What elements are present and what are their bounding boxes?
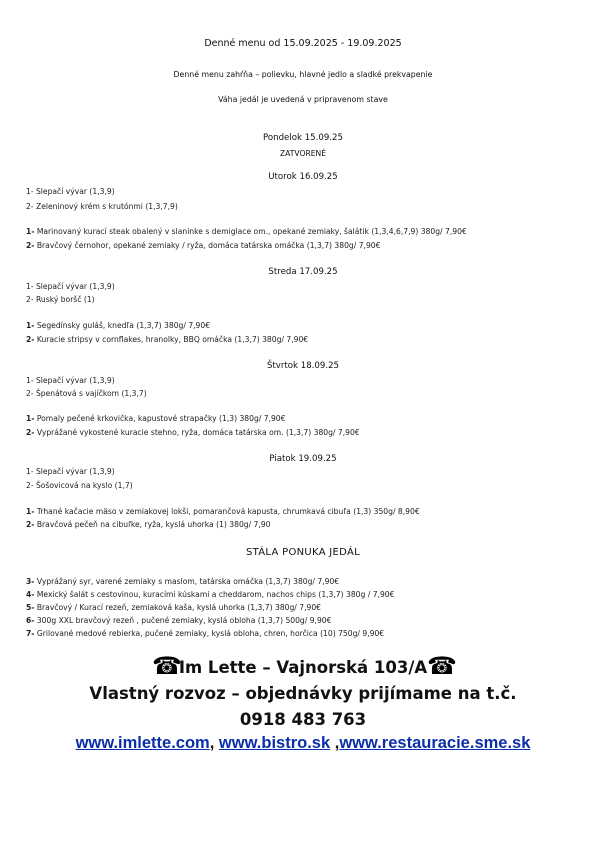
item-number: 3- (26, 577, 35, 586)
day-title-wednesday: Streda 17.09.25 (268, 267, 338, 277)
link-imlette[interactable]: www.imlette.com (75, 734, 210, 752)
telephone-icon: ☎ (152, 652, 182, 680)
item-text: Pomaly pečené krkovička, kapustové strapačky (1,3) 380g/ 7,90€ (34, 414, 286, 423)
item-text: Bravčový černohor, opekané zemiaky / ryža, domáca tatárska omáčka (1,3,7) 380g/ 7,90€ (34, 241, 381, 250)
permanent-item-7 (26, 629, 384, 638)
delivery-note: Vlastný rozvoz – objednávky prijímame na t.č. (89, 684, 517, 703)
item-text: Trhané kačacie mäso v zemiakovej lokši, pomarančová kapusta, chrumkavá cibuľa (1,3) 350g/ 8,90€ (34, 507, 420, 516)
permanent-item-4 (26, 590, 394, 599)
permanent-item-6 (26, 616, 331, 625)
item-number: 2- (26, 335, 35, 344)
item-text: Vyprážaný syr, varené zemiaky s maslom, tatárska omáčka (1,3,7) 380g/ 7,90€ (34, 577, 340, 586)
link-separator: , (330, 734, 340, 752)
item-number: 4- (26, 590, 35, 599)
thursday-main-2 (26, 428, 360, 437)
item-number: 1- (26, 227, 35, 236)
item-number: 2- (26, 520, 35, 529)
permanent-offer-title: STÁLA PONUKA JEDÁL (245, 547, 361, 558)
item-number: 2- (26, 428, 35, 437)
item-number: 5- (26, 603, 35, 612)
thursday-soup-2: 2- Špenátová s vajíčkom (1,3,7) (26, 389, 147, 398)
menu-includes-note: Denné menu zahŕňa – polievku, hlavné jedlo a sladké prekvapenie (173, 70, 433, 79)
item-text: Marinovaný kurací steak obalený v slaninke s demiglace om., opekané zemiaky, šalátik (1,3,4,6,7,9) 380g/ 7,90€ (34, 227, 467, 236)
item-text: Bravčová pečeň na cibuľke, ryža, kyslá uhorka (1) 380g/ 7,90 (34, 520, 271, 529)
tuesday-soup-1: 1- Slepačí vývar (1,3,9) (26, 187, 115, 196)
wednesday-main-1 (26, 321, 210, 330)
tuesday-soup-2: 2- Zeleninový krém s krutónmi (1,3,7,9) (26, 202, 178, 211)
link-separator: , (209, 734, 219, 752)
item-number: 6- (26, 616, 35, 625)
item-text: Vyprážané vykostené kuracie stehno, ryža, domáca tatárska om. (1,3,7) 380g/ 7,90€ (34, 428, 360, 437)
tuesday-main-2 (26, 241, 380, 250)
telephone-icon: ☎ (427, 652, 457, 680)
wednesday-soup-1: 1- Slepačí vývar (1,3,9) (26, 282, 115, 291)
menu-title: Denné menu od 15.09.2025 - 19.09.2025 (204, 38, 402, 49)
item-number: 1- (26, 507, 35, 516)
item-number: 1- (26, 321, 35, 330)
day-title-friday: Piatok 19.09.25 (269, 454, 337, 464)
phone-number: 0918 483 763 (239, 710, 367, 729)
wednesday-main-2 (26, 335, 308, 344)
link-restauracie[interactable]: www.restauracie.sme.sk (339, 734, 531, 752)
restaurant-name-address: Im Lette – Vajnorská 103/A (178, 658, 428, 677)
link-bistro[interactable]: www.bistro.sk (218, 734, 331, 752)
tuesday-main-1 (26, 227, 467, 236)
item-text: Segedínsky guláš, knedľa (1,3,7) 380g/ 7,90€ (34, 321, 211, 330)
friday-soup-1: 1- Slepačí vývar (1,3,9) (26, 467, 115, 476)
item-text: Mexický šalát s cestovinou, kuracími kúskami a cheddarom, nachos chips (1,3,7) 380g / 7,90€ (34, 590, 395, 599)
item-text: 300g XXL bravčový rezeň , pučené zemiaky, kyslá obloha (1,3,7) 500g/ 9,90€ (34, 616, 332, 625)
item-text: Grilované medové rebierka, pučené zemiaky, kyslá obloha, chren, horčica (10) 750g/ 9,90€ (34, 629, 385, 638)
item-text: Bravčový / Kurací rezeň, zemiaková kaša, kyslá uhorka (1,3,7) 380g/ 7,90€ (34, 603, 322, 612)
day-title-thursday: Štvrtok 18.09.25 (266, 361, 340, 371)
item-number: 1- (26, 414, 35, 423)
day-title-monday: Pondelok 15.09.25 (263, 133, 343, 143)
friday-main-2 (26, 520, 270, 529)
thursday-main-1 (26, 414, 285, 423)
permanent-item-3 (26, 577, 339, 586)
day-title-tuesday: Utorok 16.09.25 (268, 172, 338, 182)
monday-closed: ZATVORENÉ (279, 149, 327, 158)
thursday-soup-1: 1- Slepačí vývar (1,3,9) (26, 376, 115, 385)
item-text: Kuracie stripsy v cornflakes, hranolky, BBQ omáčka (1,3,7) 380g/ 7,90€ (34, 335, 309, 344)
item-number: 2- (26, 241, 35, 250)
friday-soup-2: 2- Šošovicová na kyslo (1,7) (26, 481, 133, 490)
friday-main-1 (26, 507, 420, 516)
weight-note: Váha jedál je uvedená v pripravenom stave (218, 95, 388, 104)
item-number: 7- (26, 629, 35, 638)
website-links (0, 734, 606, 753)
wednesday-soup-2: 2- Ruský boršč (1) (26, 295, 95, 304)
permanent-item-5 (26, 603, 321, 612)
